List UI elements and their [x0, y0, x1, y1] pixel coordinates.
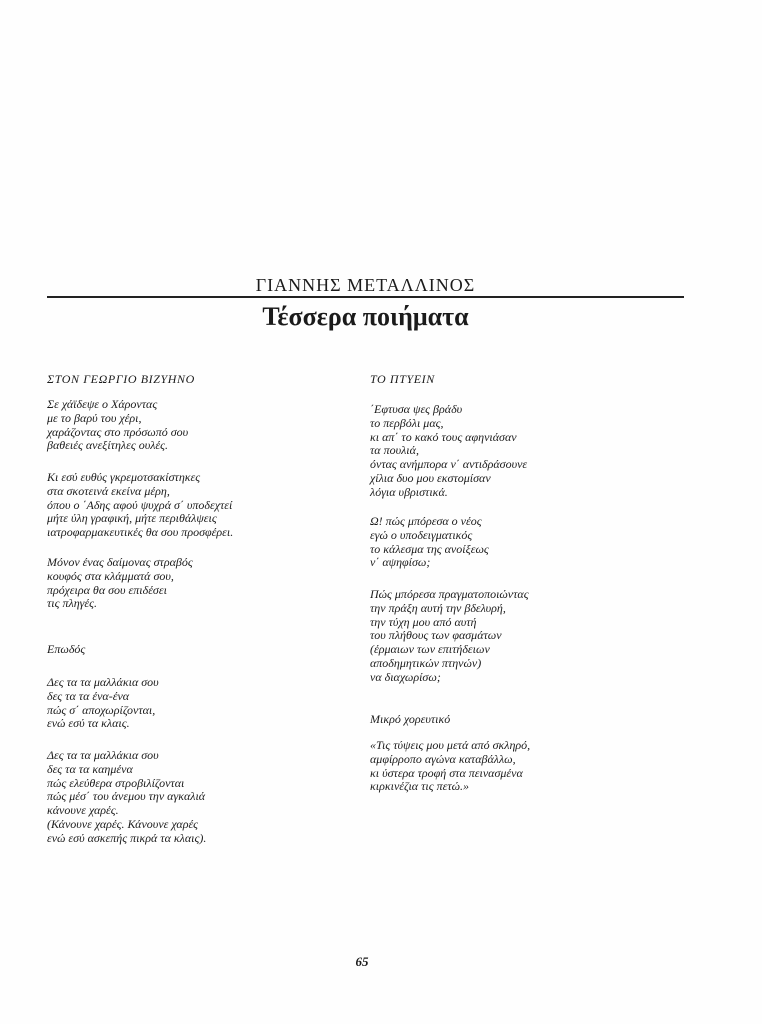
stanza — [47, 676, 159, 731]
poem-line: Πώς μπόρεσα πραγματοποιώντας — [370, 587, 529, 601]
stanza — [47, 556, 193, 611]
poem-line: πώς μέσ΄ του άνεμου την αγκαλιά — [47, 789, 206, 804]
poem-line: Σε χάϊδεψε ο Χάροντας — [47, 397, 158, 411]
poem-line: εγώ ο υποδειγματικός — [370, 527, 473, 542]
poem-line: με το βαρύ του χέρι, — [47, 410, 142, 425]
poem-line: δες τα τα καημένα — [47, 761, 133, 776]
poem-line: Μόνον ένας δαίμονας στραβός — [47, 555, 193, 569]
stanza — [47, 471, 233, 540]
author-name: ΓΙΑΝΝΗΣ ΜΕΤΑΛΛΙΝΟΣ — [255, 275, 476, 295]
poem-line: ΄Εφτυσα ψες βράδυ — [370, 402, 463, 416]
poem-line: όπου ο ΄Αδης αφού ψυχρά σ΄ υποδεχτεί — [47, 497, 233, 512]
poem-line: (Κάνουνε χαρές. Κάνουνε χαρές — [47, 816, 199, 831]
poem-title: Μικρό χορευτικό — [370, 712, 451, 726]
poem-line: όντας ανήμπορα ν΄ αντιδράσουνε — [370, 457, 528, 472]
stanza — [47, 398, 188, 453]
poem-line: τα πουλιά, — [370, 443, 419, 458]
stanza — [370, 515, 489, 570]
poem-line: αποδημητικών πτηνών) — [370, 655, 482, 670]
poem-line: στα σκοτεινά εκείνα μέρη, — [47, 483, 170, 498]
poem-line: το περβόλι μας, — [370, 415, 444, 430]
poem-line: πώς ελεύθερα στροβιλίζονται — [47, 775, 185, 790]
poem-line: Δες τα τα μαλλάκια σου — [47, 748, 159, 762]
stanza — [370, 739, 530, 794]
poem-title: Επωδός — [47, 642, 86, 656]
poem-line: ενώ εσύ τα κλαις. — [47, 716, 130, 731]
poem-line: ν΄ αψηφίσω; — [370, 555, 431, 570]
poem-line: Δες τα τα μαλλάκια σου — [47, 675, 159, 689]
poem-line: του πλήθους των φασμάτων — [370, 628, 502, 643]
header-rule — [47, 296, 684, 298]
poem-line: αμφίρροπο αγώνα καταβάλλω, — [370, 751, 516, 766]
poem-line: κάνουνε χαρές. — [47, 803, 119, 818]
poem-line: (έρμαιων των επιτήδειων — [370, 642, 490, 657]
poem-line: βαθειές ανεξίτηλες ουλές. — [47, 438, 169, 453]
poem-line: κι απ΄ το κακό τους αφηνιάσαν — [370, 429, 517, 444]
poem-line: μήτε ύλη γραφική, μήτε περιθάλψεις — [47, 511, 217, 526]
poem-line: τις πληγές. — [47, 596, 97, 611]
poem-line: πρόχειρα θα σου επιδέσει — [47, 582, 167, 597]
poem-line: κιρκινέζια τις πετώ.» — [370, 779, 470, 794]
poem-line: Ω! πώς μπόρεσα ο νέος — [370, 514, 482, 528]
poem-line: το κάλεσμα της ανοίξεως — [370, 541, 489, 556]
poem-line: Κι εσύ ευθύς γκρεμοτσακίστηκες — [47, 470, 201, 484]
page-number: 65 — [355, 954, 369, 969]
poem-line: να διαχωρίσω; — [370, 669, 441, 684]
poem-line: κουφός στα κλάμματά σου, — [47, 568, 174, 583]
poem-line: δες τα τα ένα-ένα — [47, 688, 130, 703]
poem-title: ΣΤΟΝ ΓΕΩΡΓΙΟ ΒΙΖΥΗΝΟ — [47, 372, 195, 386]
poem-line: «Τις τύψεις μου μετά από σκληρό, — [370, 738, 531, 752]
poem-line: ενώ εσύ ασκεπής πικρά τα κλαις). — [47, 830, 207, 845]
stanza — [47, 749, 206, 846]
poem-line: την τύχη μου από αυτή — [370, 614, 477, 629]
poem-line: πώς σ΄ αποχωρίζονται, — [47, 702, 156, 717]
poem-line: χίλια δυο μου εκστομίσαν — [370, 470, 491, 485]
poem-line: λόγια υβριστικά. — [370, 484, 448, 499]
poem-line: χαράζοντας στο πρόσωπό σου — [47, 424, 189, 439]
poem-line: την πράξη αυτή την βδελυρή, — [370, 600, 506, 615]
poem-line: κι ύστερα τροφή στα πεινασμένα — [370, 765, 523, 780]
stanza — [370, 403, 527, 500]
page-title: Τέσσερα ποιήματα — [262, 302, 469, 331]
stanza — [370, 588, 529, 685]
poem-title: ΤΟ ΠΤΥΕΙΝ — [370, 372, 435, 386]
poem-line: ιατροφαρμακευτικές θα σου προσφέρει. — [47, 525, 234, 540]
